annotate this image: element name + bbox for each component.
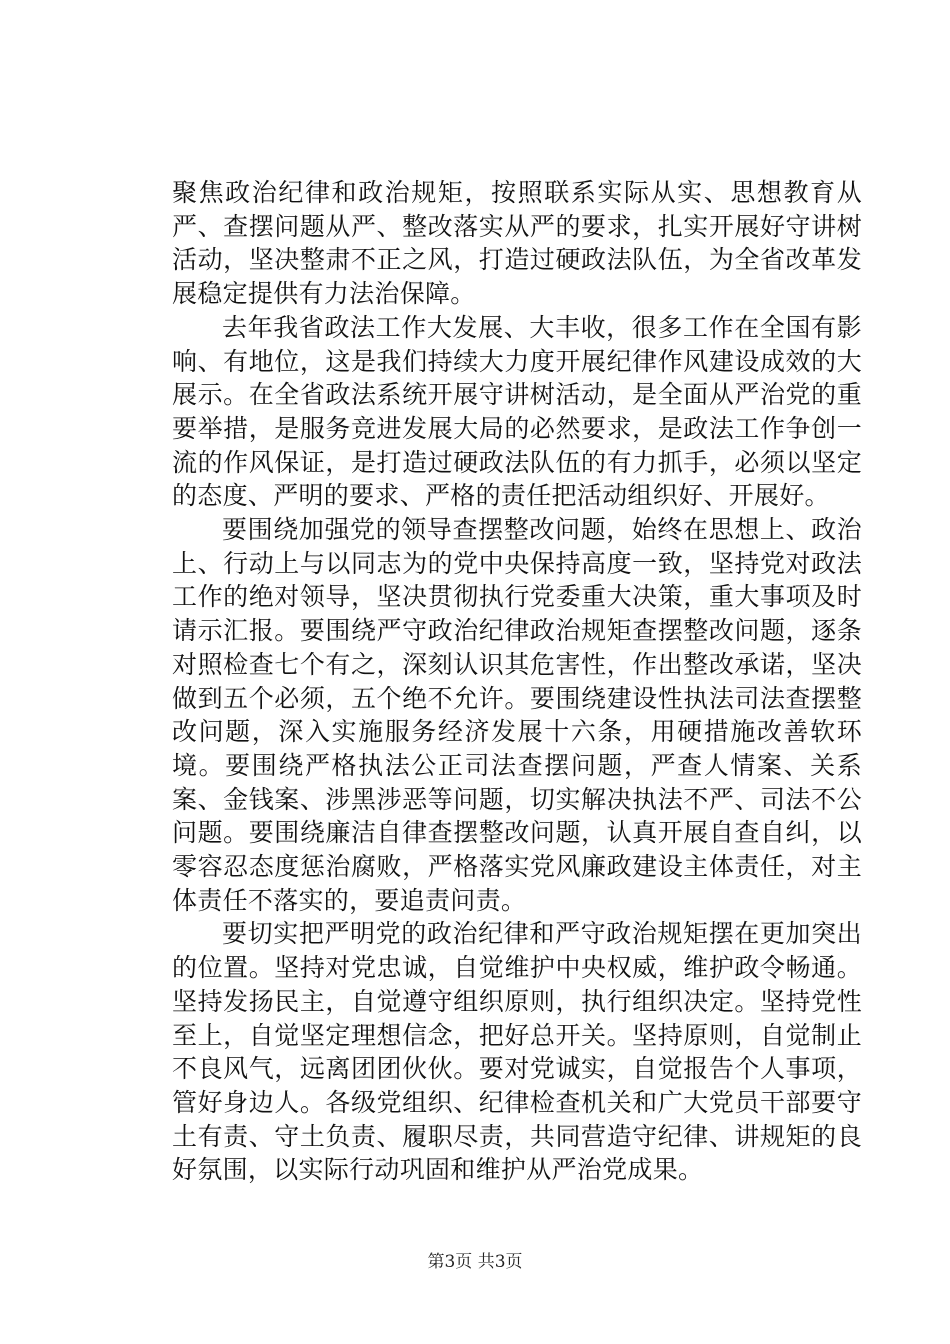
paragraph-4: 要切实把严明党的政治纪律和严守政治规矩摆在更加突出的位置。坚持对党忠诚，自觉维护中央权威，维护政令畅通。坚持发扬民主，自觉遵守组织原则，执行组织决定。坚持党性至上，自觉坚定理想信念，把好总开关。坚持原则，自觉制止不良风气，远离团团伙伙。要对党诚实，自觉报告个人事项，管好身边人。各级党组织、纪律检查机关和广大党员干部要守土有责、守土负责、履职尽责，共同营造守纪律、讲规矩的良好氛围，以实际行动巩固和维护从严治党成果。 (172, 919, 862, 1185)
page-number-footer: 第3页 共3页 (427, 1252, 523, 1272)
document-body (172, 176, 862, 1187)
paragraph-1: 聚焦政治纪律和政治规矩，按照联系实际从实、思想教育从严、查摆问题从严、整改落实从严的要求，扎实开展好守讲树活动，坚决整肃不正之风，打造过硬政法队伍，为全省改革发展稳定提供有力法治保障。 (172, 178, 862, 309)
paragraph-2: 去年我省政法工作大发展、大丰收，很多工作在全国有影响、有地位，这是我们持续大力度开展纪律作风建设成效的大展示。在全省政法系统开展守讲树活动，是全面从严治党的重要举措，是服务竞进发展大局的必然要求，是政法工作争创一流的作风保证，是打造过硬政法队伍的有力抓手，必须以坚定的态度、严明的要求、严格的责任把活动组织好、开展好。 (172, 312, 862, 511)
paragraph-3: 要围绕加强党的领导查摆整改问题，始终在思想上、政治上、行动上与以同志为的党中央保持高度一致，坚持党对政法工作的绝对领导，坚决贯彻执行党委重大决策，重大事项及时请示汇报。要围绕严守政治纪律政治规矩查摆整改问题，逐条对照检查七个有之，深刻认识其危害性，作出整改承诺，坚决做到五个必须，五个绝不允许。要围绕建设性执法司法查摆整改问题，深入实施服务经济发展十六条，用硬措施改善软环境。要围绕严格执法公正司法查摆问题，严查人情案、关系案、金钱案、涉黑涉恶等问题，切实解决执法不严、司法不公问题。要围绕廉洁自律查摆整改问题，认真开展自查自纠，以零容忍态度惩治腐败，严格落实党风廉政建设主体责任，对主体责任不落实的，要追责问责。 (172, 515, 862, 915)
